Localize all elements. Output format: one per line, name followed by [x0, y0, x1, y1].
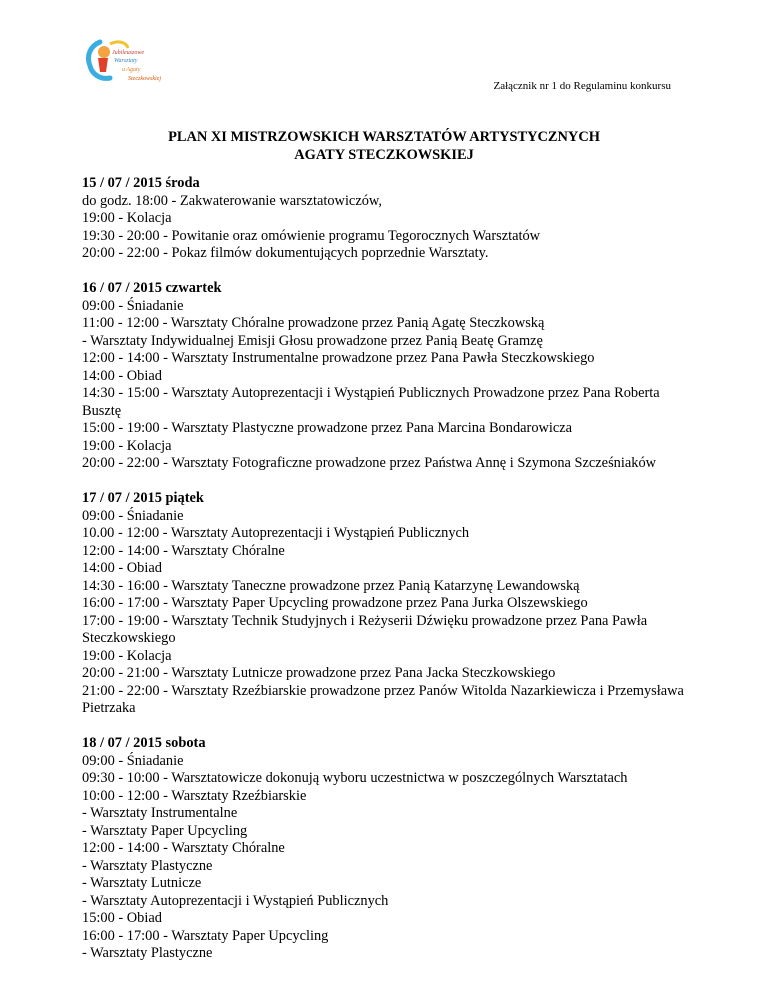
schedule-entry: 10.00 - 12:00 - Warsztaty Autoprezentacji i Wystąpień Publicznych — [82, 525, 470, 541]
schedule-entry: 14:30 - 15:00 - Warsztaty Autoprezentacji i Wystąpień Publicznych Prowadzone przez Pana Roberta Busztę — [82, 385, 660, 419]
logo-text-4: Steczkowskiej — [128, 76, 161, 82]
schedule-entry: 12:00 - 14:00 - Warsztaty Chóralne — [82, 840, 285, 856]
day-section — [82, 175, 692, 263]
schedule-entry: 16:00 - 17:00 - Warsztaty Paper Upcycling prowadzone przez Pana Jurka Olszewskiego — [82, 595, 588, 611]
schedule-entry: 20:00 - 22:00 - Pokaz filmów dokumentujących poprzednie Warsztaty. — [82, 245, 489, 261]
schedule-entry: 15:00 - 19:00 - Warsztaty Plastyczne prowadzone przez Pana Marcina Bondarowicza — [82, 420, 573, 436]
logo-text-2: Warsztaty — [114, 58, 138, 64]
schedule-entry: 14:30 - 16:00 - Warsztaty Taneczne prowadzone przez Panią Katarzynę Lewandowską — [82, 577, 580, 594]
schedule-entry: 12:00 - 14:00 - Warsztaty Instrumentalne prowadzone przez Pana Pawła Steczkowskiego — [82, 350, 595, 366]
schedule-entry: 21:00 - 22:00 - Warsztaty Rzeźbiarskie prowadzone przez Panów Witolda Nazarkiewicza i Przemysława Pietrzaka — [82, 682, 684, 716]
page-title — [0, 129, 768, 164]
schedule-entry: 12:00 - 14:00 - Warsztaty Chóralne — [82, 542, 285, 559]
title-line-2: AGATY STECZKOWSKIEJ — [294, 146, 474, 163]
logo-text-3: u Agaty — [122, 67, 141, 73]
day-section — [82, 280, 692, 473]
day-title: 15 / 07 / 2015 środa — [82, 175, 200, 191]
schedule-entry: 19:00 - Kolacja — [82, 210, 172, 226]
schedule-entry: 15:00 - Obiad — [82, 910, 162, 926]
schedule-entry: 20:00 - 21:00 - Warsztaty Lutnicze prowadzone przez Pana Jacka Steczkowskiego — [82, 665, 556, 681]
schedule-entry: 09:30 - 10:00 - Warsztatowicze dokonują wyboru uczestnictwa w poszczególnych Warsztatach — [82, 770, 628, 786]
schedule-entry: - Warsztaty Lutnicze — [82, 875, 202, 891]
schedule-entry: - Warsztaty Indywidualnej Emisji Głosu prowadzone przez Panią Beatę Gramzę — [82, 332, 543, 349]
schedule-entry: - Warsztaty Plastyczne — [82, 857, 213, 874]
schedule-entry: 19:00 - Kolacja — [82, 437, 172, 454]
day-title: 16 / 07 / 2015 czwartek — [82, 280, 222, 296]
schedule-entry: 19:30 - 20:00 - Powitanie oraz omówienie programu Tegorocznych Warsztatów — [82, 227, 541, 244]
schedule — [82, 175, 692, 980]
day-title: 17 / 07 / 2015 piątek — [82, 490, 204, 506]
schedule-entry: 09:00 - Śniadanie — [82, 297, 184, 314]
schedule-entry: 09:00 - Śniadanie — [82, 507, 184, 524]
schedule-entry: 20:00 - 22:00 - Warsztaty Fotograficzne prowadzone przez Państwa Annę i Szymona Szcześniaków — [82, 455, 657, 471]
schedule-entry: - Warsztaty Autoprezentacji i Wystąpień Publicznych — [82, 892, 389, 909]
schedule-entry: 09:00 - Śniadanie — [82, 752, 184, 769]
schedule-entry: - Warsztaty Plastyczne — [82, 945, 213, 961]
schedule-entry: 11:00 - 12:00 - Warsztaty Chóralne prowadzone przez Panią Agatę Steczkowską — [82, 315, 545, 331]
schedule-entry: 19:00 - Kolacja — [82, 647, 172, 664]
schedule-entry: 14:00 - Obiad — [82, 367, 162, 384]
schedule-entry: - Warsztaty Paper Upcycling — [82, 822, 248, 839]
day-section — [82, 490, 692, 718]
logo-text-1: Jubileuszowe — [112, 50, 144, 56]
day-title: 18 / 07 / 2015 sobota — [82, 735, 206, 751]
schedule-entry: - Warsztaty Instrumentalne — [82, 805, 238, 821]
schedule-entry: 16:00 - 17:00 - Warsztaty Paper Upcycling — [82, 927, 329, 944]
annex-note: Załącznik nr 1 do Regulaminu konkursu — [493, 80, 671, 92]
day-section — [82, 735, 692, 963]
schedule-entry: 17:00 - 19:00 - Warsztaty Technik Studyjnych i Reżyserii Dźwięku prowadzone przez Pana Pawła Steczkowskiego — [82, 612, 648, 646]
workshop-logo — [82, 38, 168, 86]
title-line-1: PLAN XI MISTRZOWSKICH WARSZTATÓW ARTYSTYCZNYCH — [168, 129, 600, 145]
schedule-entry: 10:00 - 12:00 - Warsztaty Rzeźbiarskie — [82, 787, 307, 804]
schedule-entry: 14:00 - Obiad — [82, 560, 162, 576]
schedule-entry: do godz. 18:00 - Zakwaterowanie warsztatowiczów, — [82, 192, 382, 209]
